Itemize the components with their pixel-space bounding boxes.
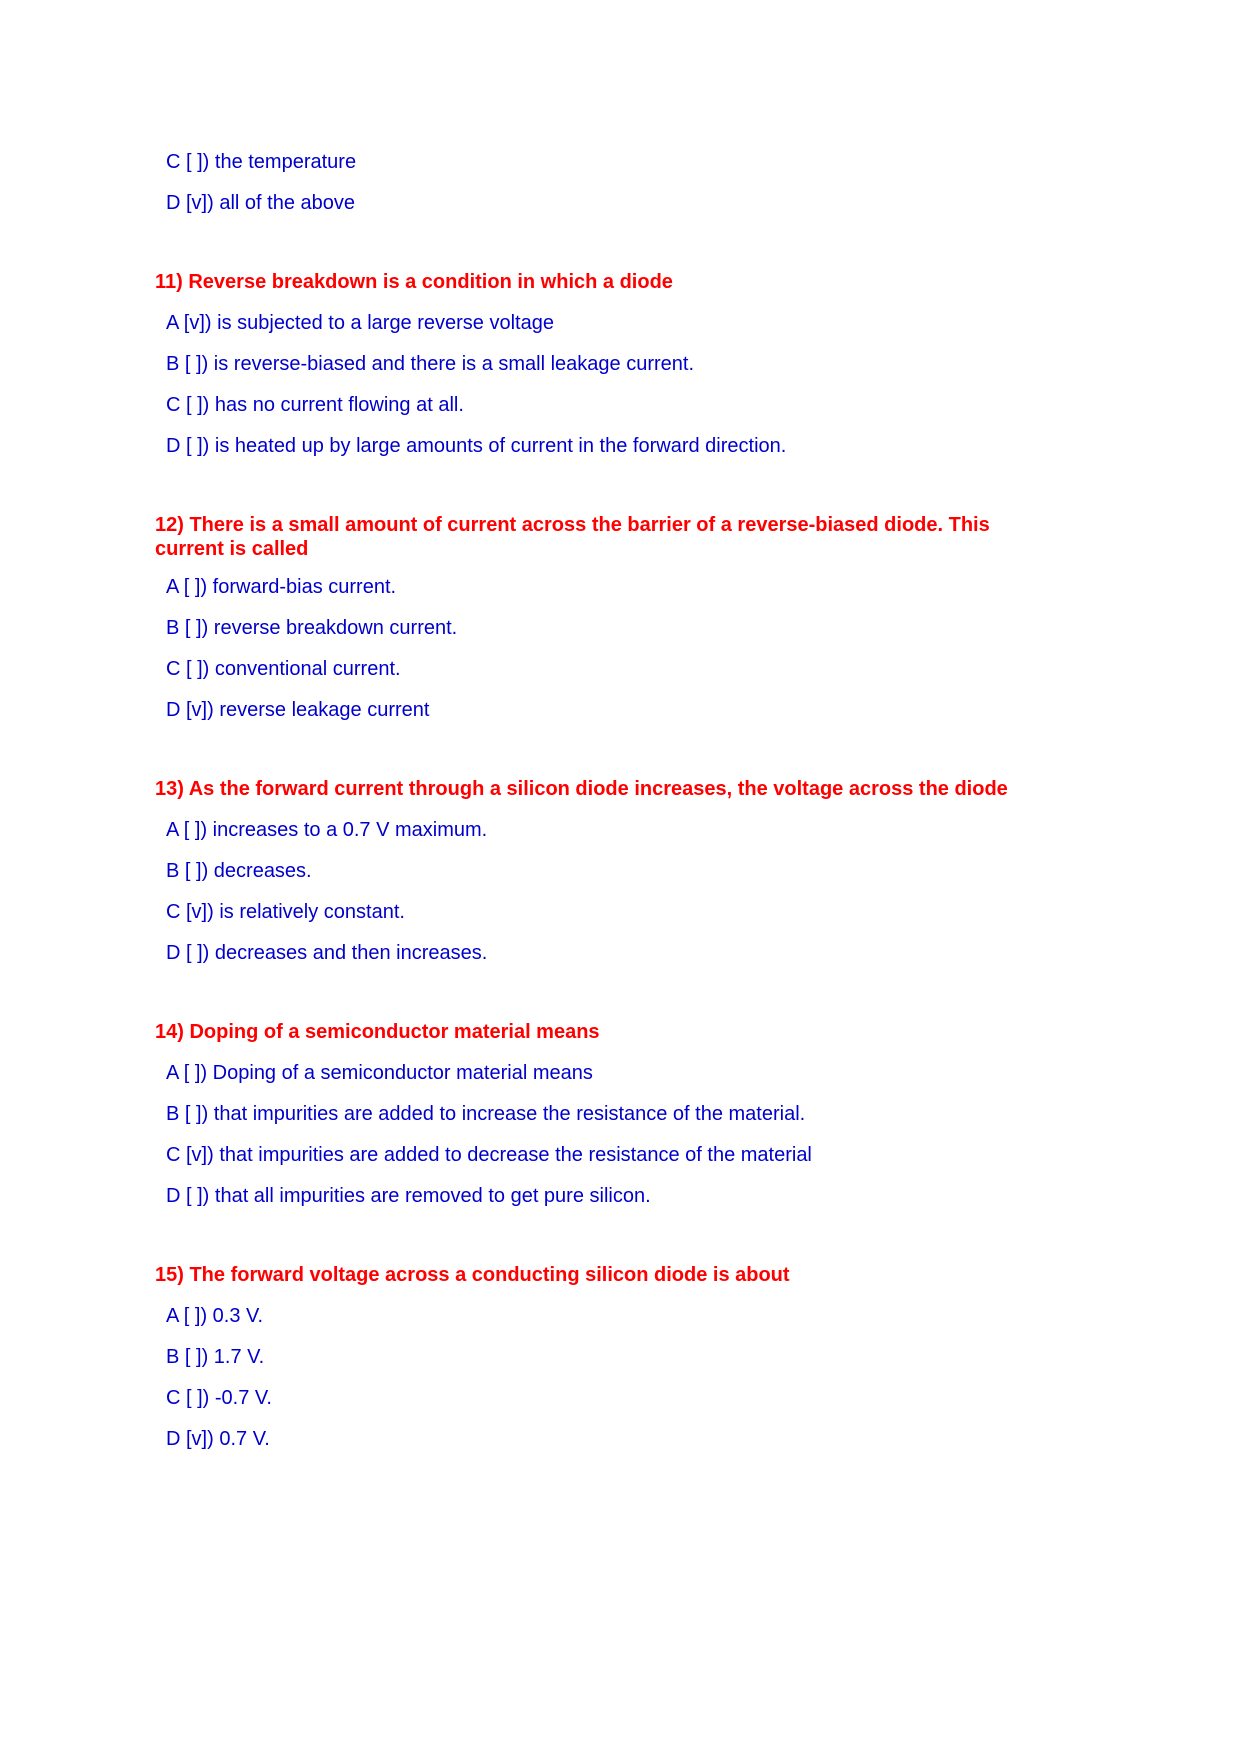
question-block-12 — [155, 513, 1085, 722]
answer-option: D [ ]) decreases and then increases. — [166, 942, 488, 964]
answer-option: B [ ]) that impurities are added to increase the resistance of the material. — [166, 1103, 806, 1125]
answer-option: C [ ]) -0.7 V. — [166, 1387, 272, 1409]
answer-option: C [v]) is relatively constant. — [166, 901, 405, 923]
answer-option: D [v]) reverse leakage current — [166, 699, 430, 721]
answer-option: C [ ]) the temperature — [166, 151, 357, 173]
question-text: 13) As the forward current through a silicon diode increases, the voltage across the diode — [155, 778, 1008, 800]
answer-option: B [ ]) 1.7 V. — [166, 1346, 265, 1368]
question-block-15 — [155, 1263, 1085, 1451]
answer-option: D [v]) all of the above — [166, 192, 355, 214]
quiz-page — [155, 150, 1085, 1468]
leading-options — [155, 150, 1085, 215]
answer-option: A [ ]) Doping of a semiconductor material means — [166, 1062, 593, 1084]
answer-option: A [ ]) forward-bias current. — [166, 576, 397, 598]
question-block-13 — [155, 777, 1085, 965]
answer-option: A [ ]) increases to a 0.7 V maximum. — [166, 819, 488, 841]
answer-option: C [ ]) has no current flowing at all. — [166, 394, 464, 416]
spacer — [155, 475, 1085, 513]
answer-option: D [v]) 0.7 V. — [166, 1428, 270, 1450]
spacer — [155, 739, 1085, 777]
answer-option: B [ ]) is reverse-biased and there is a small leakage current. — [166, 353, 695, 375]
answer-option: A [v]) is subjected to a large reverse voltage — [166, 312, 554, 334]
answer-option: B [ ]) reverse breakdown current. — [166, 617, 458, 639]
answer-option: C [v]) that impurities are added to decrease the resistance of the material — [166, 1144, 812, 1166]
answer-option: D [ ]) that all impurities are removed to get pure silicon. — [166, 1185, 651, 1207]
spacer — [155, 1225, 1085, 1263]
question-text: 12) There is a small amount of current across the barrier of a reverse-biased diode. This current is called — [155, 514, 990, 560]
answer-option: D [ ]) is heated up by large amounts of current in the forward direction. — [166, 435, 787, 457]
spacer — [155, 982, 1085, 1020]
answer-option: C [ ]) conventional current. — [166, 658, 401, 680]
spacer — [155, 232, 1085, 270]
question-text: 15) The forward voltage across a conducting silicon diode is about — [155, 1264, 790, 1286]
answer-option: B [ ]) decreases. — [166, 860, 312, 882]
question-block-11 — [155, 270, 1085, 458]
question-text: 14) Doping of a semiconductor material means — [155, 1021, 600, 1043]
question-text: 11) Reverse breakdown is a condition in which a diode — [155, 271, 673, 293]
question-block-14 — [155, 1020, 1085, 1208]
answer-option: A [ ]) 0.3 V. — [166, 1305, 264, 1327]
